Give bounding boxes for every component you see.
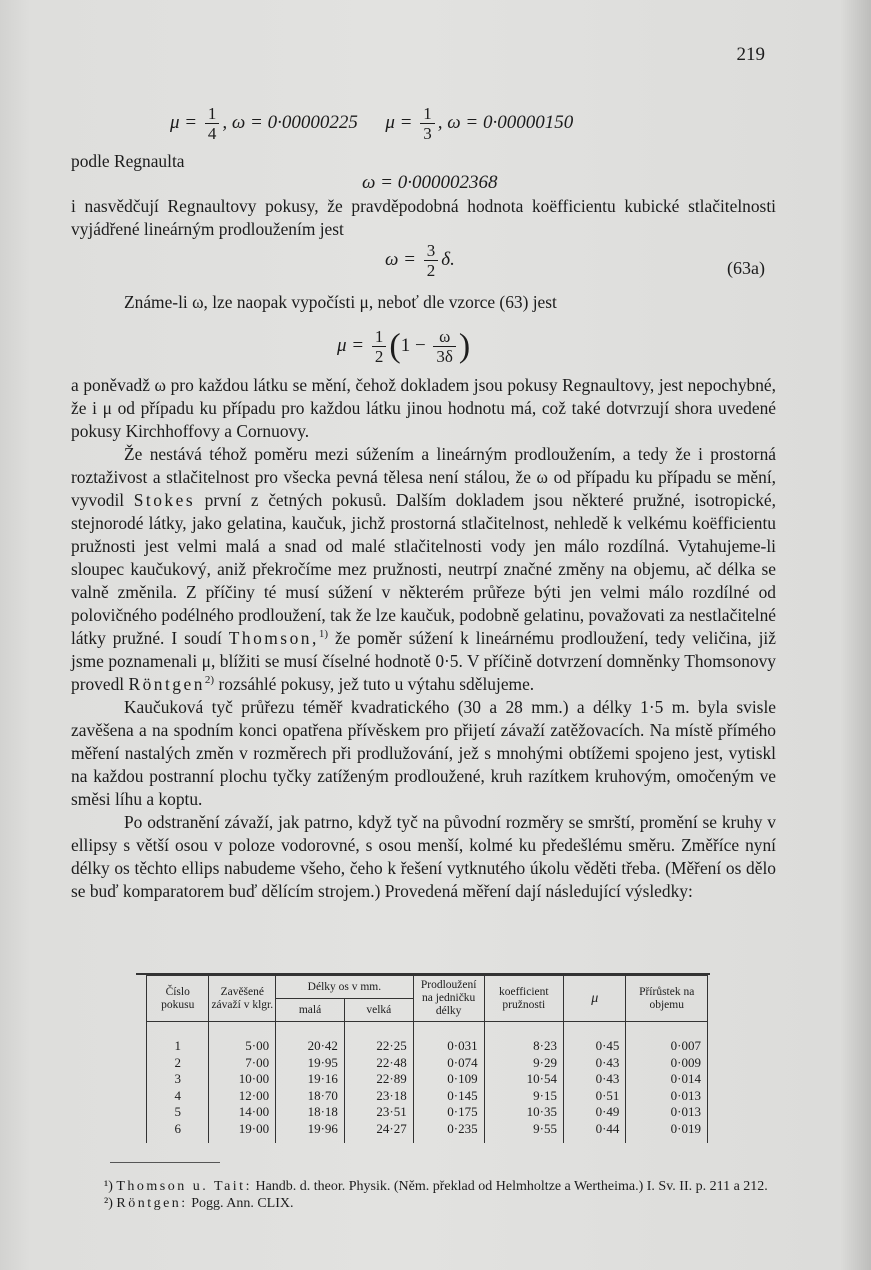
page-number: 219 <box>736 44 765 65</box>
table-row <box>147 1088 708 1105</box>
table-cell: 0·014 <box>626 1071 708 1088</box>
eq4-den2: 3δ <box>436 347 453 366</box>
table-bottom-spacer <box>147 1137 708 1143</box>
table-cell: 12·00 <box>209 1088 276 1105</box>
name-stokes: Stokes <box>133 490 196 510</box>
eq1-frac1-den: 4 <box>207 124 217 143</box>
table-cell: 9·29 <box>484 1055 563 1072</box>
table-row <box>147 1104 708 1121</box>
equation-omega-regnault: ω = 0·000002368 <box>362 172 498 193</box>
footnote-1 <box>104 1178 794 1195</box>
eq4-one-minus: 1 − <box>400 334 426 356</box>
header-koefficient: koefficient pružnosti <box>484 976 563 1022</box>
equation-number-63a: (63a) <box>727 258 765 278</box>
header-prodlouzeni: Prodloužení na jedničku délky <box>413 976 484 1022</box>
footnote-2 <box>104 1195 794 1212</box>
header-mala: malá <box>276 999 345 1022</box>
eq3-fraction <box>424 241 439 280</box>
table-cell: 10·35 <box>484 1104 563 1121</box>
paragraph-4d: rozsáhlé pokusy, jež tuto u výtahu sdělujeme. <box>218 674 535 694</box>
table-cell: 0·45 <box>563 1038 625 1055</box>
main-body-text <box>71 374 776 903</box>
table-cell: 1 <box>147 1038 209 1055</box>
table-cell: 6 <box>147 1121 209 1138</box>
table-body <box>147 1022 708 1144</box>
eq3-num: 3 <box>424 241 439 261</box>
header-cislo: Číslo pokusu <box>147 976 209 1022</box>
table-cell: 23·18 <box>344 1088 413 1105</box>
table-cell: 0·013 <box>626 1088 708 1105</box>
eq4-open-paren: ( <box>389 327 401 365</box>
podle-regnaulta-label: podle Regnaulta <box>71 151 185 171</box>
table-cell: 18·70 <box>276 1088 345 1105</box>
table-row <box>147 1071 708 1088</box>
header-velka: velká <box>344 999 413 1022</box>
footnote-ref-1[interactable]: 1) <box>318 628 328 640</box>
header-delky: Délky os v mm. <box>276 976 414 999</box>
eq4-lhs: μ = <box>337 334 365 356</box>
table-cell: 0·109 <box>413 1071 484 1088</box>
footnote-rule <box>110 1162 220 1163</box>
table-cell: 18·18 <box>276 1104 345 1121</box>
eq1-frac2-den: 3 <box>423 124 432 143</box>
eq1-mu1: μ = <box>170 111 198 133</box>
table-cell: 0·235 <box>413 1121 484 1138</box>
table-cell: 7·00 <box>209 1055 276 1072</box>
table-cell: 0·49 <box>563 1104 625 1121</box>
table-cell: 0·43 <box>563 1071 625 1088</box>
table-cell: 2 <box>147 1055 209 1072</box>
eq3-den: 2 <box>426 261 436 280</box>
table-cell: 0·44 <box>563 1121 625 1138</box>
equation-63a <box>385 241 455 280</box>
table-row <box>147 1055 708 1072</box>
header-prirustek: Přírůstek na objemu <box>626 976 708 1022</box>
eq4-close-paren: ) <box>458 327 471 365</box>
table-cell: 0·43 <box>563 1055 625 1072</box>
paragraph-1 <box>71 195 776 241</box>
results-table <box>146 975 708 1143</box>
eq1-fraction2 <box>420 104 435 143</box>
eq3-rhs: δ. <box>441 248 455 270</box>
footnote-1-authors: Thomson u. Tait: <box>116 1179 252 1194</box>
table-cell: 5·00 <box>209 1038 276 1055</box>
table-cell: 23·51 <box>344 1104 413 1121</box>
table-cell: 3 <box>147 1071 209 1088</box>
table-row <box>147 1121 708 1138</box>
paragraph-3: a poněvadž ω pro každou látku se mění, čehož dokladem jsou pokusy Regnaultovy, jest nepochybné, že i μ od případu ku případu pro každou látku jinou hodnotu má, což také dotvrzují shora uvedené pokusy Kirchhoffovy a Cornuovy. <box>71 375 776 441</box>
eq1-omega1: , ω = 0·00000225 <box>222 111 358 133</box>
table-cell: 8·23 <box>484 1038 563 1055</box>
table-cell: 0·007 <box>626 1038 708 1055</box>
eq4-num: 1 <box>372 327 387 347</box>
eq1-frac2-num: 1 <box>420 104 435 124</box>
footnote-1-mark: ¹) <box>104 1179 113 1194</box>
table-cell: 9·55 <box>484 1121 563 1138</box>
eq1-fraction1 <box>205 104 220 143</box>
table-cell: 19·96 <box>276 1121 345 1138</box>
table-cell: 10·00 <box>209 1071 276 1088</box>
name-rontgen: Röntgen <box>128 674 205 694</box>
footnote-ref-2-num: 2 <box>204 674 211 686</box>
footnote-2-text: Pogg. Ann. CLIX. <box>191 1196 294 1211</box>
eq1-mu2: μ = <box>385 111 413 133</box>
table-cell: 19·95 <box>276 1055 345 1072</box>
table-cell: 0·019 <box>626 1121 708 1138</box>
header-zaveseni: Zavěšené závaží v klgr. <box>209 976 276 1022</box>
table-cell: 19·00 <box>209 1121 276 1138</box>
eq4-fraction2 <box>433 327 456 366</box>
footnote-2-mark: ²) <box>104 1196 113 1211</box>
table-cell: 24·27 <box>344 1121 413 1138</box>
table-cell: 22·48 <box>344 1055 413 1072</box>
eq1-frac1-num: 1 <box>205 104 220 124</box>
footnote-ref-2[interactable]: 2) <box>204 674 215 686</box>
paragraph-2: Známe-li ω, lze naopak vypočísti μ, neboť dle vzorce (63) jest <box>124 292 557 312</box>
eq1-omega2: , ω = 0·00000150 <box>437 111 574 133</box>
equation-mu-values <box>170 104 573 143</box>
footnote-1-text: Handb. d. theor. Physik. (Něm. překlad od Helmholtze a Wertheima.) I. Sv. II. p. 211 a 212. <box>255 1179 768 1194</box>
table-cell: 10·54 <box>484 1071 563 1088</box>
table-cell: 19·16 <box>276 1071 345 1088</box>
eq3-lhs: ω = <box>385 248 416 270</box>
paragraph-4a: Že nestává téhož poměru mezi súžením a lineárným prodloužením, a tedy že i prostorná roztaživost a stlačitelnost pro všecka pevná tělesa není stálou, že ω od případu ku případu se mění, vyvodil <box>71 444 776 510</box>
eq4-den: 2 <box>374 347 384 366</box>
paragraph-4 <box>71 443 776 696</box>
eq4-fraction1 <box>372 327 387 366</box>
name-thomson: Thomson, <box>228 628 319 648</box>
equation-mu-formula <box>337 327 470 366</box>
table-cell: 0·074 <box>413 1055 484 1072</box>
table-cell: 0·013 <box>626 1104 708 1121</box>
footnotes <box>104 1178 794 1212</box>
paragraph-4c: že poměr súžení k lineárnému prodloužení, tedy veličina, již jsme poznamenali μ, blížiti se musí číselné hodnotě 0·5. V příčině dotvrzení domněnky Thomsonovy provedl <box>71 628 776 694</box>
table-cell: 0·009 <box>626 1055 708 1072</box>
eq4-num2: ω <box>433 327 456 347</box>
paragraph-5: Kaučuková tyč průřezu téměř kvadratického (30 a 28 mm.) a délky 1·5 m. byla svisle zavěšena a na spodním konci opatřena přívěskem pro přijetí závaží zatěžovacích. Na místě přímého měření nastalých změn v rozměrech při prodlužování, jež s mnohými obtížemi spojeno jest, vytiskl na každou postranní plochu tyčky zatíženým prodloužené, kruh razítkem kruhovým, omočeným ve směsi líhu a koptu. <box>71 697 776 809</box>
table-cell: 14·00 <box>209 1104 276 1121</box>
table-cell: 20·42 <box>276 1038 345 1055</box>
footnote-ref-1-num: 1 <box>318 628 325 640</box>
table-cell: 0·031 <box>413 1038 484 1055</box>
table-cell: 22·89 <box>344 1071 413 1088</box>
paragraph-4b: první z četných pokusů. Dalším dokladem jsou některé pružné, isotropické, stejnorodé látky, jako gelatina, kaučuk, jichž prostorná stlačitelnost, nehledě k velkému koëfficientu pružnosti jest velmi malá a snad od malé stlačitelnosti vody jen málo rozdílná. Vytahujeme-li sloupec kaučukový, aniž překročíme mez pružnosti, neutrpí značné změny na objemu, ač délka se valně změnila. Z příčiny té musí súžení v některém průřeze býti jen velmi málo rozdílné od polovičného podélného prodloužení, tak že lze kaučuk, podobně gelatinu, považovati za nestlačitelné látky pružné. I soudí <box>71 490 776 648</box>
footnote-2-author: Röntgen: <box>116 1196 188 1211</box>
table-cell: 22·25 <box>344 1038 413 1055</box>
table-cell: 0·51 <box>563 1088 625 1105</box>
paragraph-6: Po odstranění závaží, jak patrno, když tyč na původní rozměry se smrští, promění se kruhy v ellipsy s větší osou v poloze vodorovné, s osou menší, kolmé ku předešlému směru. Změříce nyní délky os těchto ellips nabudeme všeho, čeho k řešení vytknutého úkolu věděti třeba. (Měření os dělo se buď komparatorem buď dělícím strojem.) Provedená měření dají následující výsledky: <box>71 812 776 901</box>
table-cell: 5 <box>147 1104 209 1121</box>
table-cell: 0·145 <box>413 1088 484 1105</box>
table-cell: 0·175 <box>413 1104 484 1121</box>
table-cell: 4 <box>147 1088 209 1105</box>
table-cell: 9·15 <box>484 1088 563 1105</box>
table-row <box>147 1038 708 1055</box>
paragraph-1-text: i nasvědčují Regnaultovy pokusy, že pravděpodobná hodnota koëfficientu kubické stlačitelnosti vyjádřené lineárným prodloužením jest <box>71 196 776 239</box>
header-mu: μ <box>563 976 625 1022</box>
